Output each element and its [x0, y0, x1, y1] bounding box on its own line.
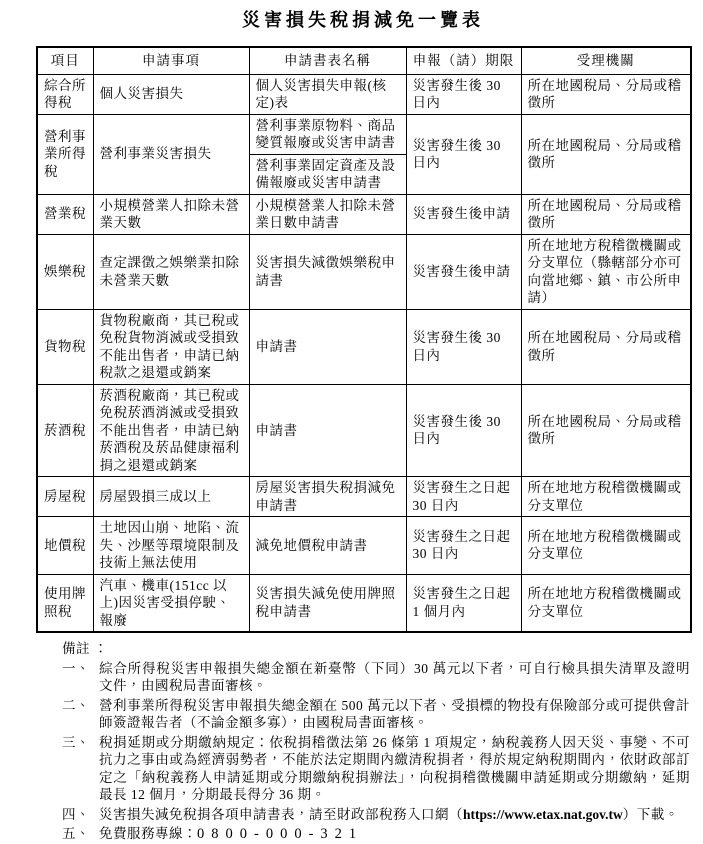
cell-deadline: 災害發生後 30 日內 [406, 384, 521, 477]
cell-item: 娛樂稅 [37, 234, 93, 309]
note-text [99, 806, 690, 824]
cell-form: 災害損失減免使用牌照稅申請書 [249, 574, 406, 632]
cell-form: 申請書 [249, 309, 406, 384]
cell-agency: 所在地地方稅稽徵機關或分支單位 [521, 574, 691, 632]
cell-matter: 房屋毀損三成以上 [93, 477, 249, 517]
cell-agency: 所在地地方稅稽徵機關或分支單位 [521, 517, 691, 575]
cell-form: 申請書 [249, 384, 406, 477]
notes-section [62, 640, 690, 844]
hotline-number: 0800-000-321 [197, 826, 364, 842]
cell-item: 房屋稅 [37, 477, 93, 517]
column-header-agency: 受理機關 [521, 47, 691, 74]
cell-deadline: 災害發生後 30 日內 [406, 74, 521, 114]
cell-deadline: 災害發生之日起 1 個月內 [406, 574, 521, 632]
cell-form: 個人災害損失申報(核定)表 [249, 74, 406, 114]
cell-matter: 汽車、機車(151cc 以上)因災害受損停駛、報廢 [93, 574, 249, 632]
tax-relief-table [36, 46, 692, 633]
note-text-pre: 災害損失減免稅捐各項申請書表，請至財政部稅務入口網（ [99, 806, 463, 822]
cell-matter: 小規模營業人扣除未營業天數 [93, 194, 249, 234]
note-item-4 [62, 806, 690, 824]
table-row [37, 309, 691, 384]
cell-deadline: 災害發生後 30 日內 [406, 114, 521, 194]
cell-matter: 查定課徵之娛樂業扣除未營業天數 [93, 234, 249, 309]
column-header-form: 申請書表名稱 [249, 47, 406, 74]
header-row [37, 47, 691, 74]
cell-agency: 所在地國稅局、分局或稽徵所 [521, 114, 691, 194]
cell-deadline: 災害發生後 30 日內 [406, 309, 521, 384]
cell-agency: 所在地國稅局、分局或稽徵所 [521, 384, 691, 477]
cell-item: 貨物稅 [37, 309, 93, 384]
page-title: 災害損失稅捐減免一覽表 [242, 10, 484, 30]
note-text-post: ）下載。 [622, 806, 679, 822]
cell-agency: 所在地地方稅稽徵機關或分支單位（縣轄部分亦可向當地鄉、鎮、市公所申請） [521, 234, 691, 309]
note-item-5 [62, 825, 690, 844]
cell-matter: 菸酒稅廠商，其已稅或免稅菸酒消滅或受損致不能出售者，申請已納菸酒稅及菸品健康福利捐之退還或銷案 [93, 384, 249, 477]
cell-form: 營利事業固定資產及設備報廢或災害申請書 [249, 154, 406, 194]
column-header-item: 項目 [37, 47, 93, 74]
cell-form: 房屋災害損失稅捐減免申請書 [249, 477, 406, 517]
note-item-3 [62, 734, 690, 804]
column-header-matter: 申請事項 [93, 47, 249, 74]
table-row [37, 114, 691, 154]
cell-form: 減免地價稅申請書 [249, 517, 406, 575]
table-row [37, 574, 691, 632]
table-row [37, 74, 691, 114]
cell-matter: 個人災害損失 [93, 74, 249, 114]
etax-url: https://www.etax.nat.gov.tw [463, 806, 623, 822]
cell-form: 營利事業原物料、商品變質報廢或災害申請書 [249, 114, 406, 154]
note-number: 三、 [62, 734, 90, 750]
note-text: 稅捐延期或分期繳納規定：依稅捐稽徵法第 26 條第 1 項規定，納稅義務人因天災、事變、不可抗力之事由或為經濟弱勢者，不能於法定期間內繳清稅捐者，得於規定納稅期間內，依財政部訂定之「納稅義務人申請延期或分期繳納稅捐辦法」，向稅捐稽徵機關申請延期或分期繳納，延期最長 12 個月，分期最長得分 36 期。 [99, 734, 690, 802]
table-row [37, 477, 691, 517]
cell-item: 營利事業所得稅 [37, 114, 93, 194]
cell-agency: 所在地國稅局、分局或稽徵所 [521, 194, 691, 234]
table-row [37, 384, 691, 477]
note-number: 五、 [62, 826, 90, 841]
table-row [37, 517, 691, 575]
cell-form: 災害損失減徵娛樂稅申請書 [249, 234, 406, 309]
cell-matter: 土地因山崩、地陷、流失、沙壓等環境限制及技術上無法使用 [93, 517, 249, 575]
cell-deadline: 災害發生後申請 [406, 234, 521, 309]
note-item-2 [62, 697, 690, 732]
cell-agency: 所在地國稅局、分局或稽徵所 [521, 309, 691, 384]
note-number: 四、 [62, 806, 90, 822]
cell-deadline: 災害發生後申請 [406, 194, 521, 234]
notes-label: 備註 ： [62, 641, 108, 656]
hotline-label: 免費服務專線： [99, 826, 197, 841]
cell-item: 地價稅 [37, 517, 93, 575]
note-text [99, 825, 690, 844]
cell-item: 綜合所得稅 [37, 74, 93, 114]
note-item-1 [62, 660, 690, 695]
cell-item: 營業稅 [37, 194, 93, 234]
note-text: 綜合所得稅災害申報損失總金額在新臺幣（下同）30 萬元以下者，可自行檢具損失清單及證明文件，由國稅局書面審核。 [99, 660, 690, 693]
cell-matter: 貨物稅廠商，其已稅或免稅貨物消滅或受損致不能出售者，申請已納稅款之退還或銷案 [93, 309, 249, 384]
cell-deadline: 災害發生之日起 30 日內 [406, 517, 521, 575]
cell-item: 菸酒稅 [37, 384, 93, 477]
column-header-deadline: 申報（請）期限 [406, 47, 521, 74]
cell-agency: 所在地地方稅稽徵機關或分支單位 [521, 477, 691, 517]
note-number: 一、 [62, 660, 90, 676]
table-row [37, 194, 691, 234]
note-text: 營利事業所得稅災害申報損失總金額在 500 萬元以下者、受損標的物投有保險部分或可提供會計師簽證報告者（不論金額多寡），由國稅局書面審核。 [99, 697, 690, 730]
cell-matter: 營利事業災害損失 [93, 114, 249, 194]
cell-form: 小規模營業人扣除未營業日數申請書 [249, 194, 406, 234]
cell-item: 使用牌照稅 [37, 574, 93, 632]
cell-agency: 所在地國稅局、分局或稽徵所 [521, 74, 691, 114]
cell-deadline: 災害發生之日起 30 日內 [406, 477, 521, 517]
note-number: 二、 [62, 697, 90, 713]
table-row [37, 234, 691, 309]
